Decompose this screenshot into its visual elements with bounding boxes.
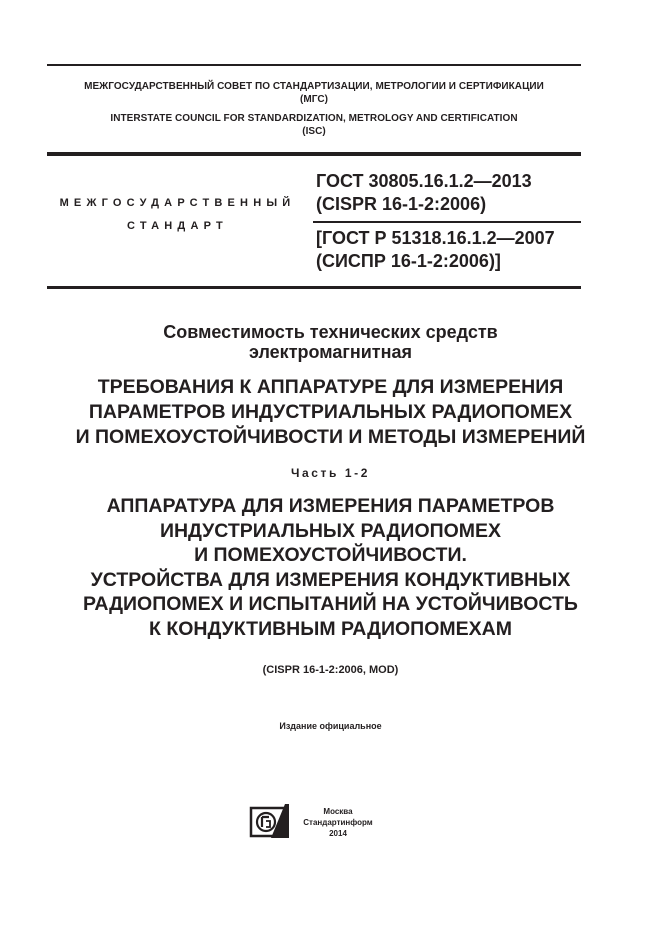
standartinform-logo-icon xyxy=(249,804,289,838)
council-name-en xyxy=(47,112,581,138)
modification-note: (CISPR 16-1-2:2006, MOD) xyxy=(262,664,399,676)
main-title-line2: ПАРАМЕТРОВ ИНДУСТРИАЛЬНЫХ РАДИОПОМЕХ xyxy=(88,401,573,423)
main-title-line3: И ПОМЕХОУСТОЙЧИВОСТИ И МЕТОДЫ ИЗМЕРЕНИЙ xyxy=(75,426,586,448)
part-title-line5: РАДИОПОМЕХ И ИСПЫТАНИЙ НА УСТОЙЧИВОСТЬ xyxy=(83,593,578,615)
part-title-line2: ИНДУСТРИАЛЬНЫХ РАДИОПОМЕХ xyxy=(159,519,502,542)
header-bottom-rule xyxy=(47,286,581,289)
replaced-standard-code xyxy=(316,227,581,273)
part-title-line3: И ПОМЕХОУСТОЙЧИВОСТИ. xyxy=(194,544,467,566)
edition-label: Издание официальное xyxy=(279,721,382,731)
header-thick-rule xyxy=(47,152,581,156)
part-label: Часть 1-2 xyxy=(290,466,371,480)
code-divider-rule xyxy=(313,221,581,223)
council-abbr-ru: (МГС) xyxy=(300,94,328,105)
council-name-ru-line: МЕЖГОСУДАРСТВЕННЫЙ СОВЕТ ПО СТАНДАРТИЗАЦИИ, МЕТРОЛОГИИ И СЕРТИФИКАЦИИ xyxy=(84,81,544,92)
publisher-city: Москва xyxy=(323,807,353,816)
standard-code-line2: (CISPR 16-1-2:2006) xyxy=(316,194,487,214)
standard-type-line2: СТАНДАРТ xyxy=(127,220,228,232)
top-rule xyxy=(47,64,581,66)
part-title xyxy=(30,494,631,641)
subject-heading xyxy=(40,322,621,362)
publisher-year: 2014 xyxy=(329,829,347,838)
subject-line2: электромагнитная xyxy=(248,342,412,362)
main-title-line1: ТРЕБОВАНИЯ К АППАРАТУРЕ ДЛЯ ИЗМЕРЕНИЯ xyxy=(97,376,564,398)
subject-line1: Совместимость технических средств xyxy=(163,322,498,342)
standard-code xyxy=(316,170,581,216)
standartinform-logo-graphic xyxy=(249,804,289,838)
council-abbr-en: (ISC) xyxy=(302,126,326,137)
main-title xyxy=(30,375,631,450)
council-name-en-line: INTERSTATE COUNCIL FOR STANDARDIZATION, METROLOGY AND CERTIFICATION xyxy=(110,113,518,124)
standard-type-line1: МЕЖГОСУДАРСТВЕННЫЙ xyxy=(59,197,296,209)
part-title-line6: К КОНДУКТИВНЫМ РАДИОПОМЕХАМ xyxy=(149,617,512,640)
council-name-ru xyxy=(47,80,581,106)
part-title-line1: АППАРАТУРА ДЛЯ ИЗМЕРЕНИЯ ПАРАМЕТРОВ xyxy=(106,495,555,517)
standard-type-label xyxy=(50,192,305,238)
replaced-code-line1: [ГОСТ Р 51318.16.1.2—2007 xyxy=(316,228,555,248)
publisher-imprint xyxy=(292,806,384,839)
replaced-code-line2: (СИСПР 16-1-2:2006)] xyxy=(316,251,501,271)
publisher-name: Стандартинформ xyxy=(303,818,373,827)
standard-code-line1: ГОСТ 30805.16.1.2—2013 xyxy=(316,171,532,191)
part-title-line4: УСТРОЙСТВА ДЛЯ ИЗМЕРЕНИЯ КОНДУКТИВНЫХ xyxy=(90,568,571,591)
